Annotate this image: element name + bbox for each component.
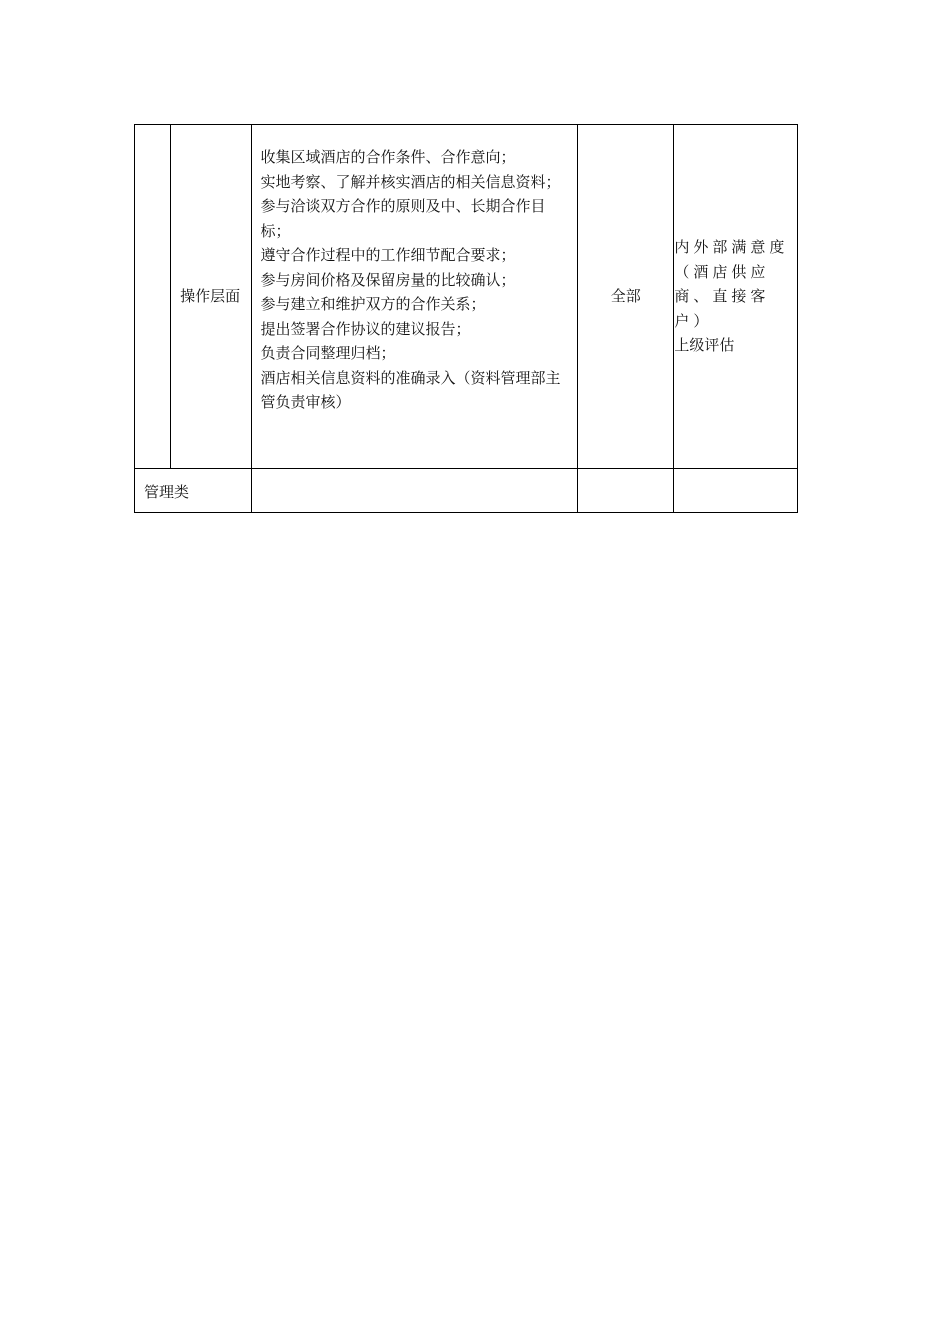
management-row [135,469,798,513]
duty-item: 参与房间价格及保留房量的比较确认； [260,270,516,289]
category-blank-cell [135,125,171,469]
duty-item: 收集区域酒店的合作条件、合作意向； [260,148,516,166]
responsibility-table [134,124,798,513]
management-duties-cell [251,469,577,513]
operation-level-row [135,125,798,469]
duty-item: 酒店相关信息资料的准确录入（资料管理部主管负责审核） [260,368,561,411]
management-scope-cell [577,469,673,513]
duty-item: 负责合同整理归档； [260,344,396,362]
scope-cell [577,125,673,469]
evaluation-cell [674,125,798,469]
level-cell [171,125,251,469]
management-category-label: 管理类 [144,483,190,501]
duties-cell [251,125,577,469]
management-category-cell [135,469,252,513]
evaluation-satisfaction: 内外部满意度（酒店供应商、直接客户） [674,238,789,330]
duty-item: 遵守合作过程中的工作细节配合要求； [260,246,516,264]
duty-item: 提出签署合作协议的建议报告； [260,319,471,338]
duty-item: 参与建立和维护双方的合作关系； [260,295,486,313]
management-evaluation-cell [674,469,798,513]
duty-item: 参与洽谈双方合作的原则及中、长期合作目标； [260,197,546,240]
level-label: 操作层面 [180,287,241,305]
duty-item: 实地考察、了解并核实酒店的相关信息资料； [260,172,561,191]
evaluation-superior: 上级评估 [674,336,735,355]
duties-list [252,125,577,415]
scope-value: 全部 [610,287,641,305]
